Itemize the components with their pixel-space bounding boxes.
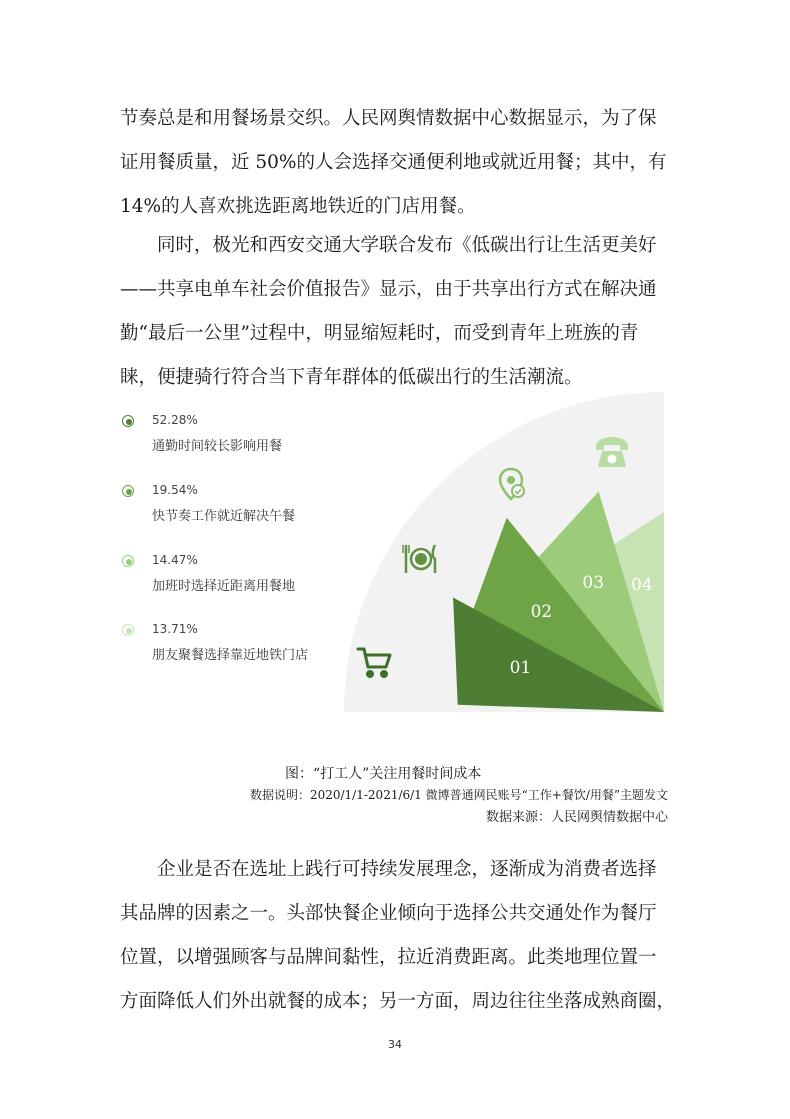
legend-label: 通勤时间较长影响用餐 — [152, 439, 283, 454]
text-line: 证用餐质量，近 50%的人会选择交通便利地或就近用餐；其中，有 — [120, 152, 667, 173]
legend-value: 13.71% — [152, 622, 198, 636]
legend-label: 加班时选择近距离用餐地 — [152, 579, 296, 594]
sector-label: 02 — [530, 602, 553, 623]
text-line: 方面降低人们外出就餐的成本；另一方面，周边往往坐落成熟商圈， — [120, 991, 676, 1012]
legend-value: 52.28% — [152, 413, 198, 427]
text-line: 14%的人喜欢挑选距离地铁近的门店用餐。 — [120, 196, 476, 217]
legend-item — [120, 622, 380, 670]
text-line: 同时，极光和西安交通大学联合发布《低碳出行让生活更美好 — [157, 235, 657, 256]
figure-title: 图：“打工人”关注用餐时间成本 — [285, 766, 482, 782]
legend-item — [120, 413, 380, 461]
sector-label: 03 — [582, 573, 605, 594]
data-note: 数据说明：2020/1/1-2021/6/1 微博普通网民账号“工作+餐饮/用餐”主题发文 — [249, 788, 668, 802]
sector-label: 01 — [509, 657, 532, 678]
legend-marker — [122, 415, 134, 427]
chart-area — [0, 385, 790, 730]
legend-value: 14.47% — [152, 553, 198, 567]
legend-marker — [122, 624, 134, 636]
legend-marker — [122, 485, 134, 497]
legend-label: 朋友聚餐选择靠近地铁门店 — [152, 648, 309, 663]
text-line: 节奏总是和用餐场景交织。人民网舆情数据中心数据显示，为了保 — [120, 108, 657, 129]
legend-item — [120, 553, 380, 601]
legend-label: 快节奏工作就近解决午餐 — [152, 509, 296, 524]
text-line: 企业是否在选址上践行可持续发展理念，逐渐成为消费者选择 — [157, 859, 657, 880]
legend-marker — [122, 555, 134, 567]
text-line: 睐，便捷骑行符合当下青年群体的低碳出行的生活潮流。 — [120, 367, 583, 388]
page-number: 34 — [388, 1038, 402, 1051]
text-line: 其品牌的因素之一。头部快餐企业倾向于选择公共交通处作为餐厅 — [120, 903, 657, 924]
data-source: 数据来源：人民网舆情数据中心 — [485, 810, 668, 825]
legend-value: 19.54% — [152, 483, 198, 497]
sector-label: 04 — [631, 574, 653, 595]
text-line: ——共享电单车社会价值报告》显示，由于共享出行方式在解决通 — [120, 279, 657, 300]
text-line: 勤“最后一公里”过程中，明显缩短耗时，而受到青年上班族的青 — [120, 323, 639, 344]
fan-chart — [0, 385, 790, 730]
legend-item — [120, 483, 380, 531]
text-line: 位置，以增强顾客与品牌间黏性，拉近消费距离。此类地理位置一 — [120, 947, 657, 968]
